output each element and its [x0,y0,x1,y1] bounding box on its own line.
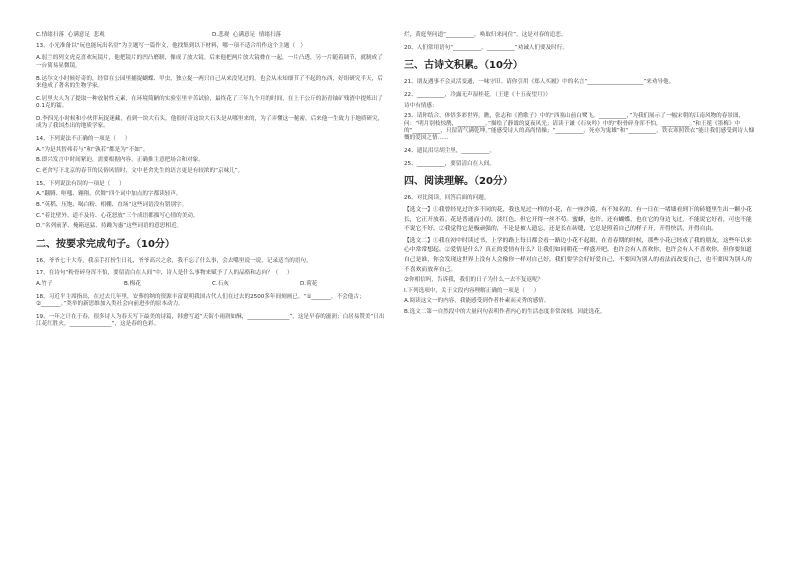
q14-option-a: A.“为是其智弗若与”和“孰若”都是为“不如”。 [36,146,149,153]
q20: 20、人们常用语句“__________，__________”劝诫人们要及时行。 [404,44,568,51]
q14-stem: 14、下列说法不正确的一项是（ ） [36,136,131,143]
q12-options-tail [36,32,388,39]
q24: 24、遗民泪尽胡尘里，__________。 [404,148,496,155]
option-c: C.情绪扫落 心满意足 悲观 [36,32,105,38]
q13-stem: 13、小光准备以“玩也能玩出名堂”为主题写一篇作文，他找集到以下材料，哪一项不适合用作这个主题（ ） [36,42,306,49]
question-i: I.下列选项中，关于文段内容理解正确的一项是（ ） [404,287,540,294]
q13-option-b: B.达尔文小时候好奇的，经常在公园里捕捉蝴蝶、甲虫，独立捉一两只自己从来没见过的，也会从未知细节了不起的东西，好组研究半天，后来他成了著名的生物学家。 [36,75,383,89]
left-column [36,32,388,334]
q17-option-d: D.荷花 [300,280,318,287]
q21: 21、朋友遇事不会灵活变通，一味守旧。请你引用《郑人买履》中的名言“____________________”来劝导他。 [404,79,675,86]
q15-option-a: A.“翻腾、呕嗤、翱翔、伏舞”四个词中加点的字都读轻声。 [36,191,182,198]
q26-title: 26、对比阅读，回答后面的问题。 [404,195,490,202]
option-d: D.悲观 心满意足 情绪扫落 [212,32,282,38]
passage-1: 【选文一】①我曾经见过许多不同的花，我也见过一样的小花，在一座沙漠，有不知名的，有一日在一堵墙看到下的砖缝里生出一颗小花长，它正开放着。花是普通而小的，淡红色，但它开得一丝不苟。蜜蜂，也许，还有蝴蝶，也在它的身边飞过，不能说它好看，可也不能不说它不好。②我觉得它是极顽强的，不论是被人遗忘，还是长在砖缝，它总是照着自己的样子开，开得快活，开得自由。 [404,207,752,233]
q22: 22、__________，冷露无声湿桂花。（王建《十五夜望月》） [404,92,551,98]
passage-2: 【选文二】①我在初中时读过书，上学的路上每日都会看一路边小花不起眼，在青春期的时候，那些小花已经成了我的朋友，这些年以来心中常常想起。②爱情是什么？真正的爱情有什么？让我们如同朝花一样盛开吧。也许会有人喜欢你，也许会有人不喜欢你，但你要知道自己是谁，你会发现这世界上没有人会像你一样对自己好。我们要学会好好爱自己，不要因为别人的看法而改变自己，也不要因为别人的不喜欢而放弃自己。 [404,237,752,273]
q13-option-a: A.弱兰的列文虎克喜欢玩镜片，他把镜片的凹凸磨制，像成了放大镜。后来他把两片放大镜叠在一起，一片凸透，另一片随着调节，就制成了一台简易显微镜。 [36,55,383,69]
q15-stem: 15、下列说法有误的一项是（ ） [36,180,125,187]
question-i-option-b: B.选文二第一自然段中的大量问句表明作者内心的生活态度非常深刻，因此选花。 [404,308,606,315]
q17-option-b: B.梅花 [124,280,141,287]
q17-option-a: A.竹子 [36,280,53,287]
q15-option-d: D.“名列前茅、掩箱迅猛、持躁为惠”这些词语的意思相近。 [36,223,183,230]
section3-title: 三、古诗文积累。（10分） [404,60,523,72]
q17-option-c: C.石灰 [212,280,229,287]
q15-option-b: B.“英稻、压饱、喝白粉、相棚、直场”这些词语没有错别字。 [36,201,188,208]
section2-title: 二、按要求完成句子。（10分） [36,238,175,250]
right-column [404,32,756,320]
section4-title: 四、阅读理解。（20分） [404,176,513,188]
q14-option-b: B.即兴发言中时间紧迫，需要根据内容，正确推主意把场合和对象。 [36,157,204,164]
q14-option-c: C.老舍写下北京的春节的民俗风情时，文中老舍先生的语言更是有较浓的“京味儿”。 [36,167,244,174]
q17-options [36,281,388,288]
q22-sub: 诗中有情感： [404,102,438,109]
sub-question: ②你相信吗，告诉我，我们的日子为什么一去不复返呢？ [404,277,544,284]
q19-continued: 烂，黄庭坚问道“__________，唤取归来同住”，这是对春的追恋。 [404,32,567,38]
q16: 16、爷爷七十大寿，我亲手打扮生日礼，爷爷高兴之余，我不忘了什么事，会去嘴里说一说，记录适当的语句。 [36,257,312,264]
q17-stem: 17、在诗句“粉骨碎身浑不怕，要留清白在人间”中，诗人是什么事物来赋予了人的品格和志向？（ ） [36,270,293,277]
q13-option-d: D.李四光小时候和小伙伴玩捉迷藏，看到一块大石头，他很好奇这块大石头是从哪里来的，为了弄懂这一秘密，后来他一生致力于地质研究，成为了我国杰出的地质学家。 [36,116,384,130]
q15-option-c: C.“着比壁外、道不及待、心花怒放”三个成语都描写心情的美动。 [36,212,199,219]
q18: 18、习近平主席指出，在过去几年里，安葬的纳的资源丰富说明我国古代人们在过去的2500多年间刻画已。“①_______，不会他古；②_______。”类举的新思维加入类社会向前进步的原本动力。 [36,293,365,308]
question-i-option-a: A.阅读这文一的内容，我能感受到作者朴素而灵秀的感情。 [404,298,550,305]
q19: 19、一年之计在于春，很多诗人为春天写下最美的诗篇，韩愈写道“天街小雨润如酥，_______________”，这是早春的滋润；白居易赞美“日出江花红胜火，_______________”，这是春的色彩。 [36,313,385,328]
q13-option-c: C.居里夫人为了提取一种放射性元素，在环境简陋的实验室里辛苦试验，最终花了三年九个月的时间，在上千公斤的沥青铀矿残渣中提炼出了0.1克的镭。 [36,95,383,110]
q23: 23、请你结合，体悟多彩世界。瞧，张志和《渔歌子》中的“西塞山前白鹭飞，__________，”为我们展示了一幅宋朝的江南风物的春景图，问：“明月别枝惊鹊，__________。”描绘了静谧的夏夜风光；请读于谦《石灰吟》中的“粉骨碎身浑不怕，__________。”和王冕《墨梅》中的“__________，只留清气满乾坤。”能感受诗人的高尚情操；“__________，死亦为鬼雄”和“__________，铁衣寒照铁衣”能让我们感受到诗人慷慨的爱国之情…… [404,113,755,142]
q25: 25、__________，要留清白在人间。 [404,161,496,167]
